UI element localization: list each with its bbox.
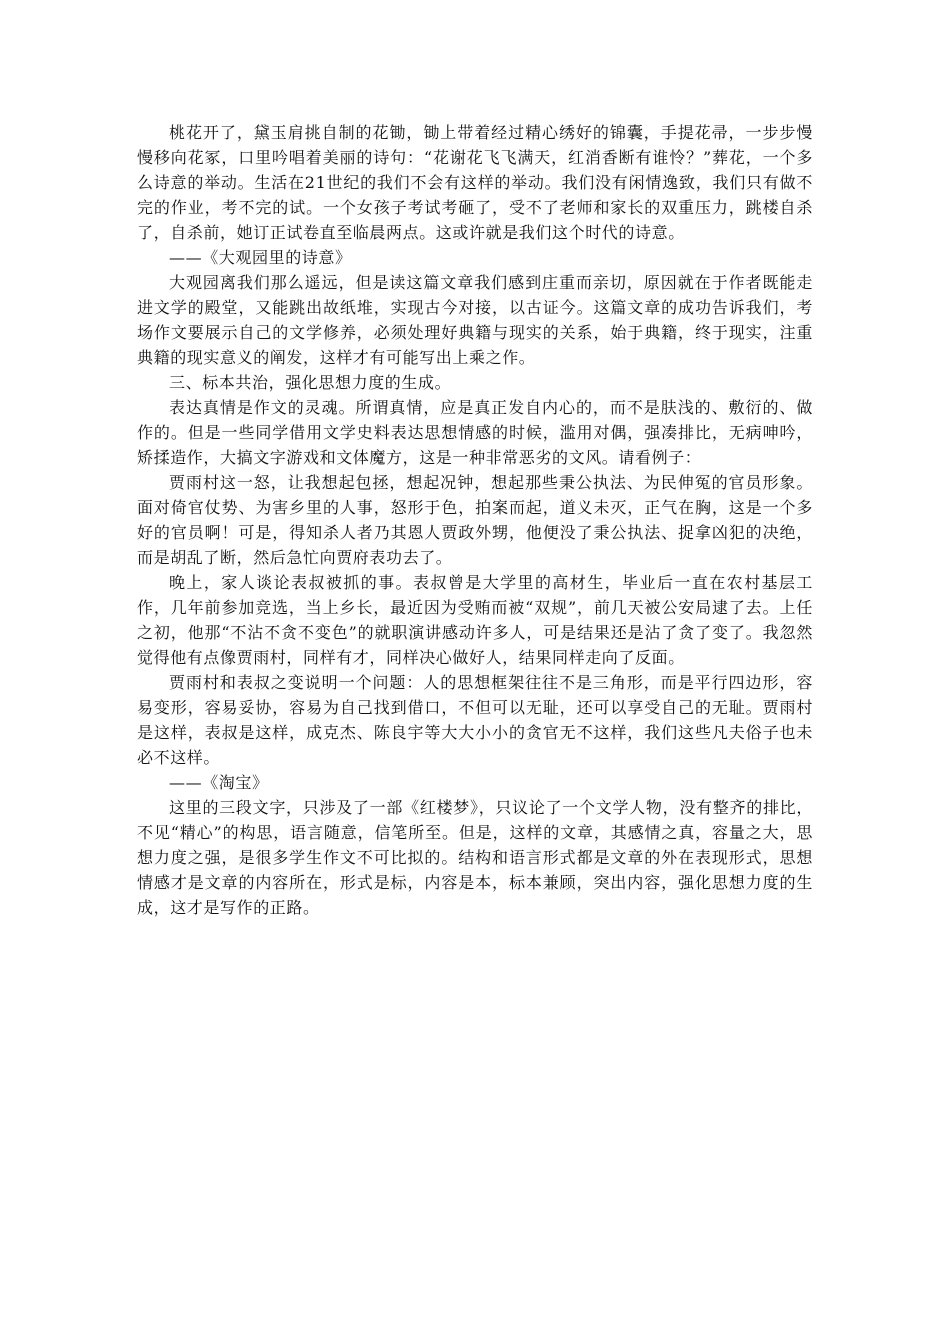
document-body (137, 120, 813, 920)
citation-daguanyuan-poetry: ——《大观园里的诗意》 (169, 248, 352, 267)
paragraph-daguanyuan-commentary: 大观园离我们那么遥远，但是读这篇文章我们感到庄重而亲切，原因就在于作者既能走进文学的殿堂，又能跳出故纸堆，实现古今对接，以古证今。这篇文章的成功告诉我们，考场作文要展示自己的文学修养，必须处理好典籍与现实的关系，始于典籍，终于现实，注重典籍的现实意义的阐发，这样才有可能写出上乘之作。 (137, 273, 813, 367)
paragraph-uncle-arrested: 晚上，家人谈论表叔被抓的事。表叔曾是大学里的高材生，毕业后一直在农村基层工作，几年前参加竞选，当上乡长，最近因为受贿而被“双规”，前几天被公安局逮了去。上任之初，他那“不沾不贪不变色”的就职演讲感动许多人，可是结果还是沾了贪了变了。我忽然觉得他有点像贾雨村，同样有才，同样决心做好人，结果同样走向了反面。 (137, 573, 813, 667)
paragraph-jia-yucun-anger: 贾雨村这一怒，让我想起包拯，想起况钟，想起那些秉公执法、为民伸冤的官员形象。面对倚官仗势、为害乡里的人事，怒形于色，拍案而起，道义未灭，正气在胸，这是一个多好的官员啊！可是，得知杀人者乃其恩人贾政外甥，他便没了秉公执法、捉拿凶犯的决绝，而是胡乱了断，然后急忙向贾府表功去了。 (137, 473, 813, 567)
section-heading-three: 三、标本共治，强化思想力度的生成。 (169, 373, 452, 392)
citation-taobao: ——《淘宝》 (169, 773, 269, 792)
paragraph-daiyu-burying-flowers: 桃花开了，黛玉肩挑自制的花锄，锄上带着经过精心绣好的锦囊，手提花帚，一步步慢慢移向花冢，口里吟唱着美丽的诗句：“花谢花飞飞满天，红消香断有谁怜？”葬花，一个多么诗意的举动。生活在21世纪的我们不会有这样的举动。我们没有闲情逸致，我们只有做不完的作业，考不完的试。一个女孩子考试考砸了，受不了老师和家长的双重压力，跳楼自杀了，自杀前，她订正试卷直至临晨两点。这或许就是我们这个时代的诗意。 (137, 123, 813, 242)
paragraph-true-feelings: 表达真情是作文的灵魂。所谓真情，应是真正发自内心的，而不是肤浅的、敷衍的、做作的。但是一些同学借用文学史料表达思想情感的时候，滥用对偶，强凑排比，无病呻吟，矫揉造作，大搞文字游戏和文体魔方，这是一种非常恶劣的文风。请看例子： (137, 398, 813, 467)
paragraph-conclusion: 这里的三段文字，只涉及了一部《红楼梦》，只议论了一个文学人物，没有整齐的排比，不见“精心”的构思，语言随意，信笔所至。但是，这样的文章，其感情之真，容量之大，思想力度之强，是很多学生作文不可比拟的。结构和语言形式都是文章的外在表现形式，思想情感才是文章的内容所在，形式是标，内容是本，标本兼顾，突出内容，强化思想力度的生成，这才是写作的正路。 (137, 798, 813, 917)
paragraph-parallelogram: 贾雨村和表叔之变说明一个问题：人的思想框架往往不是三角形，而是平行四边形，容易变形，容易妥协，容易为自己找到借口，不但可以无耻，还可以享受自己的无耻。贾雨村是这样，表叔是这样，成克杰、陈良宇等大大小小的贪官无不这样，我们这些凡夫俗子也未必不这样。 (137, 673, 813, 767)
